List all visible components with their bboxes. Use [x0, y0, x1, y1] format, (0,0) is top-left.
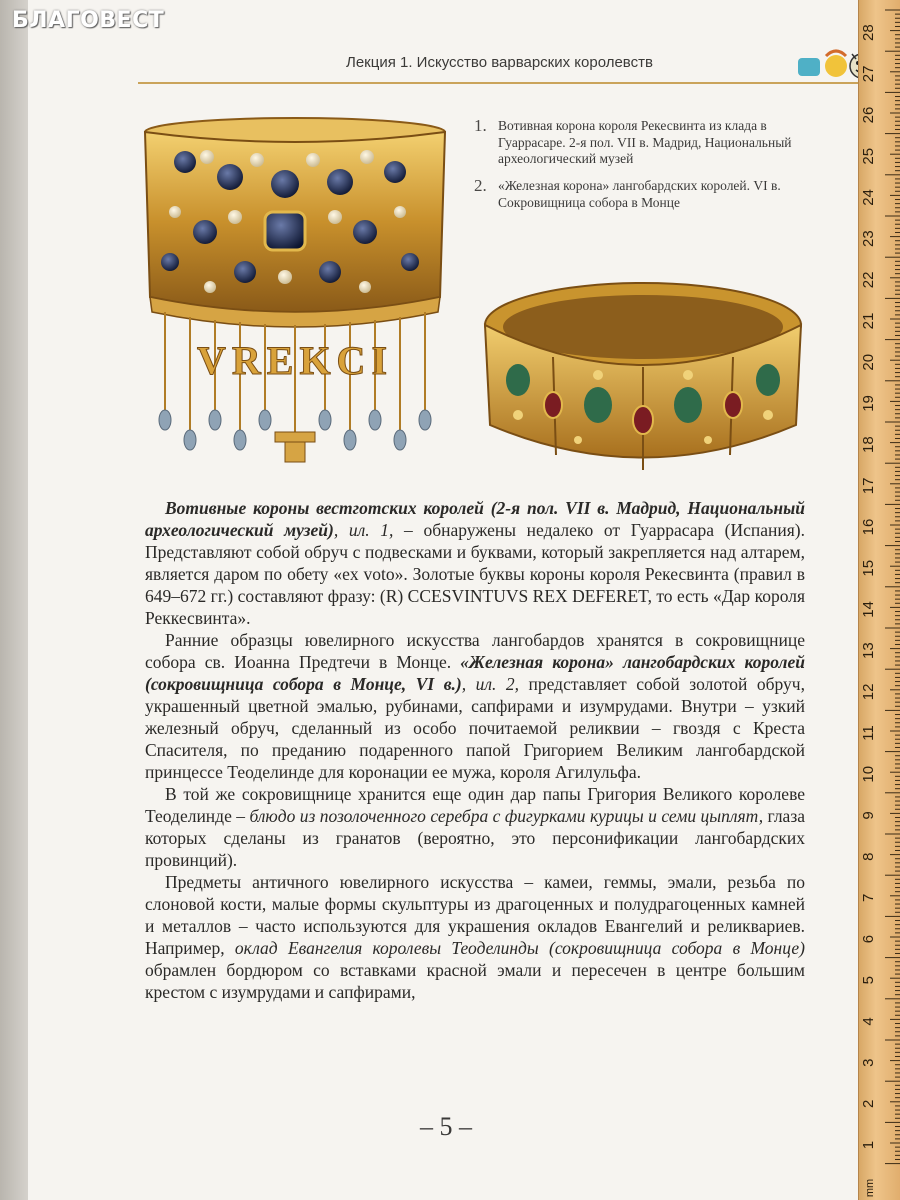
ruler-label: 20	[860, 353, 877, 371]
ruler-label: 10	[860, 765, 877, 783]
figure-ref: , ил. 1,	[333, 520, 394, 540]
caption-2	[474, 178, 794, 211]
ruler-label: 25	[860, 147, 877, 165]
ruler-label: 13	[860, 642, 877, 660]
emphasis-title: Вотивные короны вестготских королей (2-я пол. VII в. Мадрид, Национальный археологический музей)	[145, 498, 805, 540]
ruler-label: 11	[860, 725, 877, 741]
ruler-label: 4	[860, 1017, 877, 1026]
watermark: БЛАГОВЕСТ	[12, 8, 165, 33]
running-head: Лекция 1. Искусство варварских королевств	[346, 54, 653, 71]
paragraph-1	[145, 497, 805, 629]
iron-crown-image	[478, 275, 808, 490]
ruler-label: 2	[860, 1099, 877, 1109]
caption-1	[474, 118, 794, 168]
ruler-label: 18	[860, 436, 877, 454]
ruler-label: 14	[860, 601, 877, 618]
ruler-label: 12	[860, 683, 877, 701]
paragraph-text: Ранние образцы ювелирного искусства лангобардов хранятся в сокровищнице собора св. Иоанна Предтечи в Монце.	[145, 630, 805, 672]
crown-letters: VREKCI	[196, 338, 394, 383]
paragraph-3	[145, 783, 805, 871]
header-rule	[138, 82, 883, 84]
paragraph-text: В той же сокровищнице хранится еще один дар папы Григория Великого королеве Теоделинде –	[145, 784, 805, 826]
votive-crown-image	[135, 112, 455, 472]
ruler-labels	[860, 24, 877, 1197]
body-text	[145, 497, 805, 1003]
emphasis-title: «Железная корона» лангобардских королей (сокровищница собора в Монце, VI в.)	[145, 652, 805, 694]
ruler-scale	[859, 0, 900, 1200]
paragraph-text: – обнаружены недалеко от Гуаррасара (Испания). Представляют собой обруч с подвесками и буквами, который закрепляется над алтарем, является даром по обету «ex voto». Золотые буквы короны короля Рекесвинта (правил в 649–672 гг.) составляют фразу: (R) CCESVINTUVS REX DEFERET, то есть «Дар короля Реккесвинта».	[145, 520, 805, 628]
ruler-label: 24	[860, 189, 877, 206]
caption-text: Вотивная корона короля Рекесвинта из клада в Гуаррасаре. 2-я пол. VII в. Мадрид, Национальный археологический музей	[498, 118, 792, 166]
paragraph-text: Предметы античного ювелирного искусства – камеи, геммы, эмали, резьба по слоновой кости, малые формы скульптуры из драгоценных и полудрагоценных камней и металлов – часто используются для украшения окладов Евангелий и реликвариев. Например,	[145, 872, 805, 958]
ruler-label: 28	[860, 24, 877, 42]
paragraph-text: представляет собой золотой обруч, украшенный цветной эмалью, рубинами, сапфирами и изумрудами. Внутри – узкий железный обруч, сделанный из особо почитаемой реликвии – гвоздя с Креста Спасителя, по преданию подаренного папой Григорием Великим лангобардской принцессе Теоделинде для коронации ее мужа, короля Агилульфа.	[145, 674, 805, 782]
ruler-label: 7	[860, 893, 877, 903]
paragraph-2	[145, 629, 805, 783]
ruler-label: 15	[860, 559, 877, 577]
ruler-ticks	[885, 10, 900, 1164]
ruler-label: 6	[860, 934, 877, 944]
paragraph-text: обрамлен бордюром со вставками красной эмали и пересечен в центре большим крестом с изумрудами и сапфирами,	[145, 960, 805, 1002]
ruler-label: 3	[860, 1058, 877, 1067]
figure-ref: , ил. 2,	[461, 674, 519, 694]
ruler-label: 5	[860, 976, 877, 985]
measuring-ruler	[858, 0, 900, 1200]
ruler-label: 16	[860, 518, 877, 536]
ruler-label: 19	[860, 395, 877, 412]
ruler-label: 9	[860, 811, 877, 820]
ruler-label: 27	[860, 65, 877, 83]
paragraph-4	[145, 871, 805, 1003]
ruler-label: 8	[860, 852, 877, 861]
ruler-label: 22	[860, 271, 877, 289]
paragraph-text: глаза которых сделаны из гранатов (вероятно, это персонификации лангобардских провинций).	[145, 806, 806, 870]
ruler-unit: mm	[864, 1178, 876, 1198]
emphasis-italic: оклад Евангелия королевы Теоделинды (сокровищница собора в Монце)	[234, 938, 805, 958]
page-number: – 5 –	[420, 1112, 472, 1141]
caption-text: «Железная корона» лангобардских королей. VI в. Сокровищница собора в Монце	[498, 178, 781, 210]
ruler-label: 23	[860, 230, 877, 248]
caption-number: 1.	[474, 116, 487, 135]
caption-number: 2.	[474, 176, 487, 195]
ruler-label: 17	[860, 477, 877, 495]
ruler-label: 21	[860, 312, 877, 330]
emphasis-italic: блюдо из позолоченного серебра с фигурками курицы и семи цыплят,	[249, 806, 764, 826]
ruler-label: 26	[860, 106, 877, 124]
ruler-label: 1	[860, 1140, 877, 1150]
